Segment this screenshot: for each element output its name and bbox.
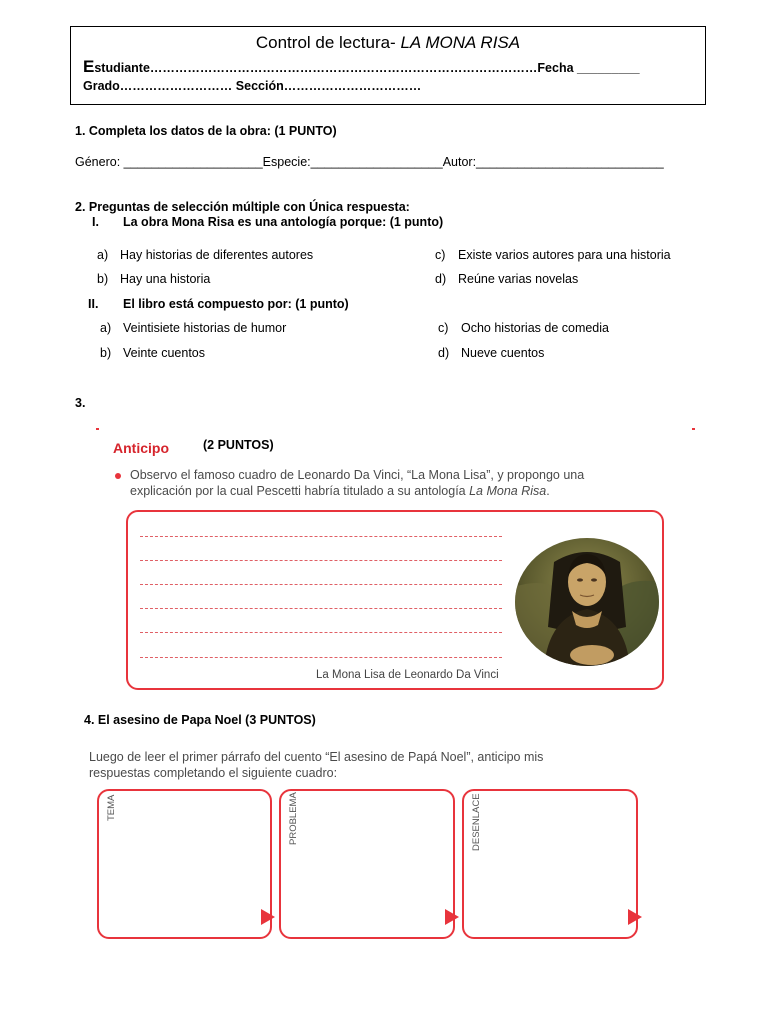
answer-box-anticipo[interactable] (126, 510, 664, 690)
scan-mark (692, 428, 695, 430)
q2-sub1-option-text: Hay historias de diferentes autores (120, 248, 314, 262)
q1-heading: 1. Completa los datos de la obra: (1 PUNTO) (75, 124, 337, 138)
q2-sub2-numeral: II. (88, 297, 99, 311)
q2-sub1-option-text: Hay una historia (120, 272, 211, 286)
header-box (70, 26, 706, 105)
box-label-tema: TEMA (106, 794, 117, 821)
q2-sub1-numeral: I. (92, 215, 99, 229)
mona-lisa-image (514, 537, 660, 667)
arrow-right-icon (445, 909, 459, 925)
arrow-right-icon (628, 909, 642, 925)
q2-sub2-option-text: Nueve cuentos (461, 346, 545, 360)
q2-sub2-option-letter: a) (100, 321, 112, 335)
anticipo-label: Anticipo (113, 440, 169, 456)
q4-prompt-line2: respuestas completando el siguiente cuadro: (89, 766, 338, 780)
title-italic: LA MONA RISA (400, 33, 521, 52)
answer-line (140, 560, 502, 561)
anthology-title: La Mona Risa (469, 484, 547, 498)
q2-sub1-option-letter: b) (97, 272, 109, 286)
q3-prompt (130, 467, 670, 499)
estudiante-fecha-fields: studiante…………………………………………………………………………………Fecha _________ (94, 61, 640, 75)
q3-points: (2 PUNTOS) (203, 438, 274, 452)
answer-line (140, 608, 502, 609)
grado-seccion-line: Grado……………………… Sección…………………………… (83, 79, 422, 93)
scan-mark (96, 428, 99, 430)
answer-line (140, 657, 502, 658)
bullet-icon (115, 473, 121, 479)
q4-prompt-line1: Luego de leer el primer párrafo del cuento “El asesino de Papá Noel”, anticipo mis (89, 750, 544, 764)
q2-sub1-option-text: Existe varios autores para una historia (458, 248, 671, 262)
q3-number: 3. (75, 396, 86, 410)
q2-sub2-option-text: Veinte cuentos (123, 346, 206, 360)
arrow-right-icon (261, 909, 275, 925)
q1-fields: Género: ____________________Especie:___________________Autor:___________________________ (75, 155, 664, 169)
q2-sub2-option-letter: d) (438, 346, 450, 360)
q2-sub2-option-letter: c) (438, 321, 449, 335)
answer-line (140, 584, 502, 585)
q2-sub2-option-letter: b) (100, 346, 112, 360)
q2-sub2-option-text: Ocho historias de comedia (461, 321, 609, 335)
q2-sub1-option-letter: c) (435, 248, 446, 262)
title-plain: Control de lectura- (255, 33, 401, 52)
q3-prompt-line2 (130, 483, 670, 499)
q2-sub2-question: El libro está compuesto por: (1 punto) (123, 297, 349, 311)
q2-sub1-option-text: Reúne varias novelas (458, 272, 579, 286)
box-problema[interactable] (279, 789, 455, 939)
estudiante-initial: E (83, 57, 95, 76)
q2-sub1-question: La obra Mona Risa es una antología porque: (1 punto) (123, 215, 444, 229)
q3-prompt-line1: Observo el famoso cuadro de Leonardo Da Vinci, “La Mona Lisa”, y propongo una (130, 468, 585, 482)
q2-sub1-option-letter: a) (97, 248, 109, 262)
answer-line (140, 632, 502, 633)
document-title (71, 33, 705, 53)
answer-line (140, 536, 502, 537)
box-desenlace[interactable] (462, 789, 638, 939)
q4-prompt (89, 749, 669, 781)
image-caption: La Mona Lisa de Leonardo Da Vinci (316, 669, 499, 681)
box-label-problema: PROBLEMA (288, 792, 299, 845)
q2-heading: 2. Preguntas de selección múltiple con Única respuesta: (75, 200, 410, 214)
box-label-desenlace: DESENLACE (471, 793, 482, 851)
q2-sub1-option-letter: d) (435, 272, 447, 286)
estudiante-line (83, 57, 640, 77)
q2-sub2-option-text: Veintisiete historias de humor (123, 321, 287, 335)
q3-prompt-line2-end: . (546, 484, 550, 498)
box-tema[interactable] (97, 789, 272, 939)
q4-heading: 4. El asesino de Papa Noel (3 PUNTOS) (84, 713, 316, 727)
q3-prompt-line2-text: explicación por la cual Pescetti habría titulado a su antología (130, 484, 470, 498)
